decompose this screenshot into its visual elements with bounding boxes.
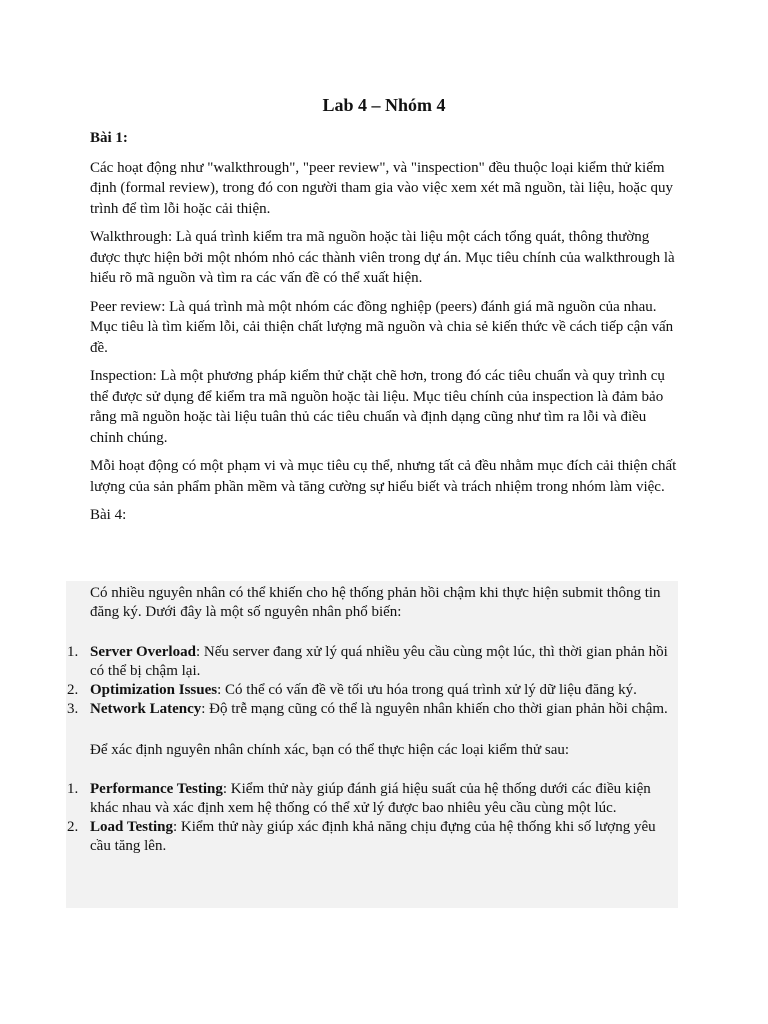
- list-term: Server Overload: [90, 644, 196, 660]
- list-text: : Có thể có vấn đề về tối ưu hóa trong quá trình xử lý dữ liệu đăng ký.: [217, 682, 637, 698]
- list-number: 2.: [67, 682, 79, 698]
- list-text: : Nếu server đang xử lý quá nhiều yêu cầu cùng một lúc, thì thời gian phản hồi có thể bị chậm lại.: [90, 644, 668, 679]
- list-term: Load Testing: [90, 819, 173, 835]
- list-term: Network Latency: [90, 701, 202, 717]
- list-item: [67, 700, 676, 719]
- bai4-heading: Bài 4:: [90, 507, 127, 523]
- bai1-paragraph-peer-review: Peer review: Là quá trình mà một nhóm các đồng nghiệp (peers) đánh giá mã nguồn của nhau. Mục tiêu là tìm kiếm lỗi, cải thiện chất lượng mã nguồn và chia sẻ kiến thức về cách tiếp cận vấn đề.: [90, 298, 674, 356]
- list-number: 2.: [67, 819, 79, 835]
- bai4-intro: Có nhiều nguyên nhân có thể khiến cho hệ thống phản hồi chậm khi thực hiện submit thông tin đăng ký. Dưới đây là một số nguyên nhân phổ biến:: [90, 585, 661, 620]
- list-text: : Độ trễ mạng cũng có thể là nguyên nhân khiến cho thời gian phản hồi chậm.: [201, 701, 668, 717]
- bai1-paragraph-walkthrough: Walkthrough: Là quá trình kiểm tra mã nguồn hoặc tài liệu một cách tổng quát, thông thường được thực hiện bởi một nhóm nhỏ các thành viên trong dự án. Mục tiêu chính của walkthrough là hiểu rõ mã nguồn và tìm ra các vấn đề có thể xuất hiện.: [90, 229, 675, 286]
- document-title: Lab 4 – Nhóm 4: [322, 95, 446, 115]
- list-item: [67, 681, 676, 700]
- bai1-paragraph-intro: Các hoạt động như "walkthrough", "peer review", và "inspection" đều thuộc loại kiểm thử kiểm định (formal review), trong đó con người tham gia vào việc xem xét mã nguồn, tài liệu, hoặc quy trình để tìm lỗi hoặc cải thiện.: [90, 159, 673, 217]
- bai1-paragraph-summary: Mỗi hoạt động có một phạm vi và mục tiêu cụ thể, nhưng tất cả đều nhằm mục đích cải thiện chất lượng của sản phẩm phần mềm và tăng cường sự hiểu biết và trách nhiệm trong nhóm làm việc.: [90, 458, 677, 495]
- tests-intro: Để xác định nguyên nhân chính xác, bạn có thể thực hiện các loại kiểm thử sau:: [90, 742, 570, 758]
- list-item: [67, 818, 676, 856]
- list-term: Optimization Issues: [90, 682, 218, 698]
- bai1-paragraph-inspection: Inspection: Là một phương pháp kiểm thử chặt chẽ hơn, trong đó các tiêu chuẩn và quy trình cụ thể được sử dụng để kiểm tra mã nguồn hoặc tài liệu. Mục tiêu chính của inspection là đảm bảo rằng mã nguồn hoặc tài liệu tuân thủ các tiêu chuẩn và định dạng cũng như tìm ra lỗi và điều chỉnh chúng.: [90, 368, 665, 446]
- list-number: 1.: [67, 644, 79, 660]
- list-text: : Kiểm thử này giúp đánh giá hiệu suất của hệ thống dưới các điều kiện khác nhau và xác định xem hệ thống có thể xử lý được bao nhiêu yêu cầu cùng một lúc.: [90, 781, 651, 816]
- bai4-section: [67, 584, 676, 856]
- list-term: Performance Testing: [90, 781, 223, 797]
- list-text: : Kiểm thử này giúp xác định khả năng chịu đựng của hệ thống khi số lượng yêu cầu tăng lên.: [90, 819, 656, 854]
- causes-list: [67, 643, 676, 719]
- list-item: [67, 643, 676, 681]
- bai1-heading: Bài 1:: [90, 130, 128, 146]
- tests-list: [67, 780, 676, 856]
- bai1-section: [90, 128, 680, 534]
- list-number: 1.: [67, 781, 79, 797]
- list-item: [67, 780, 676, 818]
- list-number: 3.: [67, 701, 79, 717]
